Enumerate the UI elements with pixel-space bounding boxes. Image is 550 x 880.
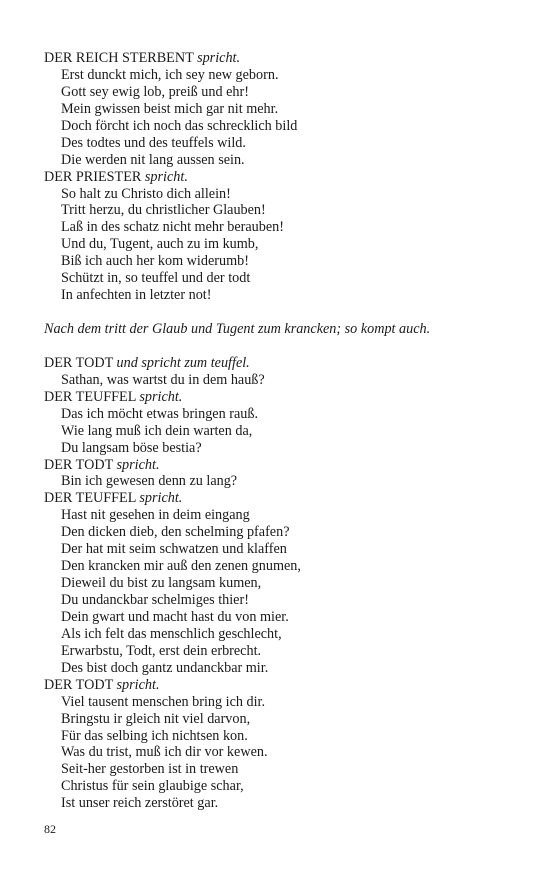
speaker-direction: spricht. [197,50,241,66]
stage-direction: Nach dem tritt der Glaub und Tugent zum krancken; so kompt auch. [44,321,431,337]
verse-line: Laß in des schatz nicht mehr berauben! [61,219,284,236]
verse-line: Tritt herzu, du christlicher Glauben! [61,202,266,219]
verse-line: Das ich möcht etwas bringen rauß. [61,405,258,422]
verse-line: Ist unser reich zerstöret gar. [61,795,219,812]
verse-line: Und du, Tugent, auch zu im kumb, [61,236,259,253]
verse-line: Dein gwart und macht hast du von mier. [61,608,289,625]
blank-line [44,338,514,355]
verse-line: Den dicken dieb, den schelming pfafen? [61,524,290,541]
verse-line: Die werden nit lang aussen sein. [61,151,245,168]
verse-line: Der hat mit seim schwatzen und klaffen [61,541,287,558]
verse-line: Du langsam böse bestia? [61,439,202,456]
verse-line: Erst dunckt mich, ich sey new geborn. [61,66,279,83]
speaker-name: DER TODT [44,676,113,693]
speaker-heading [44,457,514,474]
speaker-heading [44,490,514,507]
speaker-direction: und spricht zum teuffel. [116,354,250,371]
speaker-heading [44,389,514,406]
verse-line: Gott sey ewig lob, preiß und ehr! [61,83,249,100]
speaker-heading [44,50,514,67]
speaker-name: DER TEUFFEL [44,490,136,507]
speaker-direction: spricht. [139,388,183,405]
speaker-name: DER TODT [44,456,113,473]
verse-line: Für das selbing ich nichtsen kon. [61,727,248,744]
speaker-direction: spricht. [116,456,160,473]
verse-line: In anfechten in letzter not! [61,287,212,304]
speaker-direction: spricht. [144,168,188,185]
verse-line: Wie lang muß ich dein warten da, [61,422,253,439]
verse-line: Hast nit gesehen in deim eingang [61,507,250,524]
verse-line: Dieweil du bist zu langsam kumen, [61,575,262,592]
verse-line: Bringstu ir gleich nit viel darvon, [61,710,251,727]
blank-line [44,304,514,321]
speaker-heading [44,677,514,694]
verse-line: Erwarbstu, Todt, erst dein erbrecht. [61,642,262,659]
verse-line: Schützt in, so teuffel und der todt [61,270,251,287]
verse-line: Mein gwissen beist mich gar nit mehr. [61,100,279,117]
verse-line: Christus für sein glaubige schar, [61,778,244,795]
verse-line: Des todtes und des teuffels wild. [61,134,246,151]
speaker-heading [44,169,514,186]
verse-line: Den krancken mir auß den zenen gnumen, [61,558,301,575]
verse-line: Bin ich gewesen denn zu lang? [61,473,238,490]
speaker-name: DER TODT [44,354,113,371]
verse-line: Biß ich auch her kom widerumb! [61,253,249,270]
verse-line: Sathan, was wartst du in dem hauß? [61,371,265,388]
speaker-name: DER PRIESTER [44,168,142,185]
verse-line: Was du trist, muß ich dir vor kewen. [61,744,268,761]
verse-line: Seit-her gestorben ist in trewen [61,761,239,778]
speaker-direction: spricht. [139,490,183,507]
page-number: 82 [44,822,56,836]
speaker-heading [44,355,514,372]
verse-line: Doch förcht ich noch das schrecklich bild [61,117,298,134]
verse-line: Des bist doch gantz undanckbar mir. [61,659,269,676]
verse-line: Als ich felt das menschlich geschlecht, [61,625,282,642]
verse-line: Du undanckbar schelmiges thier! [61,592,249,608]
speaker-direction: spricht. [116,676,160,693]
verse-line: So halt zu Christo dich allein! [61,185,231,202]
speaker-name: DER REICH STERBENT [44,50,194,66]
speaker-name: DER TEUFFEL [44,388,136,405]
page-text [44,50,514,812]
verse-line: Viel tausent menschen bring ich dir. [61,693,266,710]
